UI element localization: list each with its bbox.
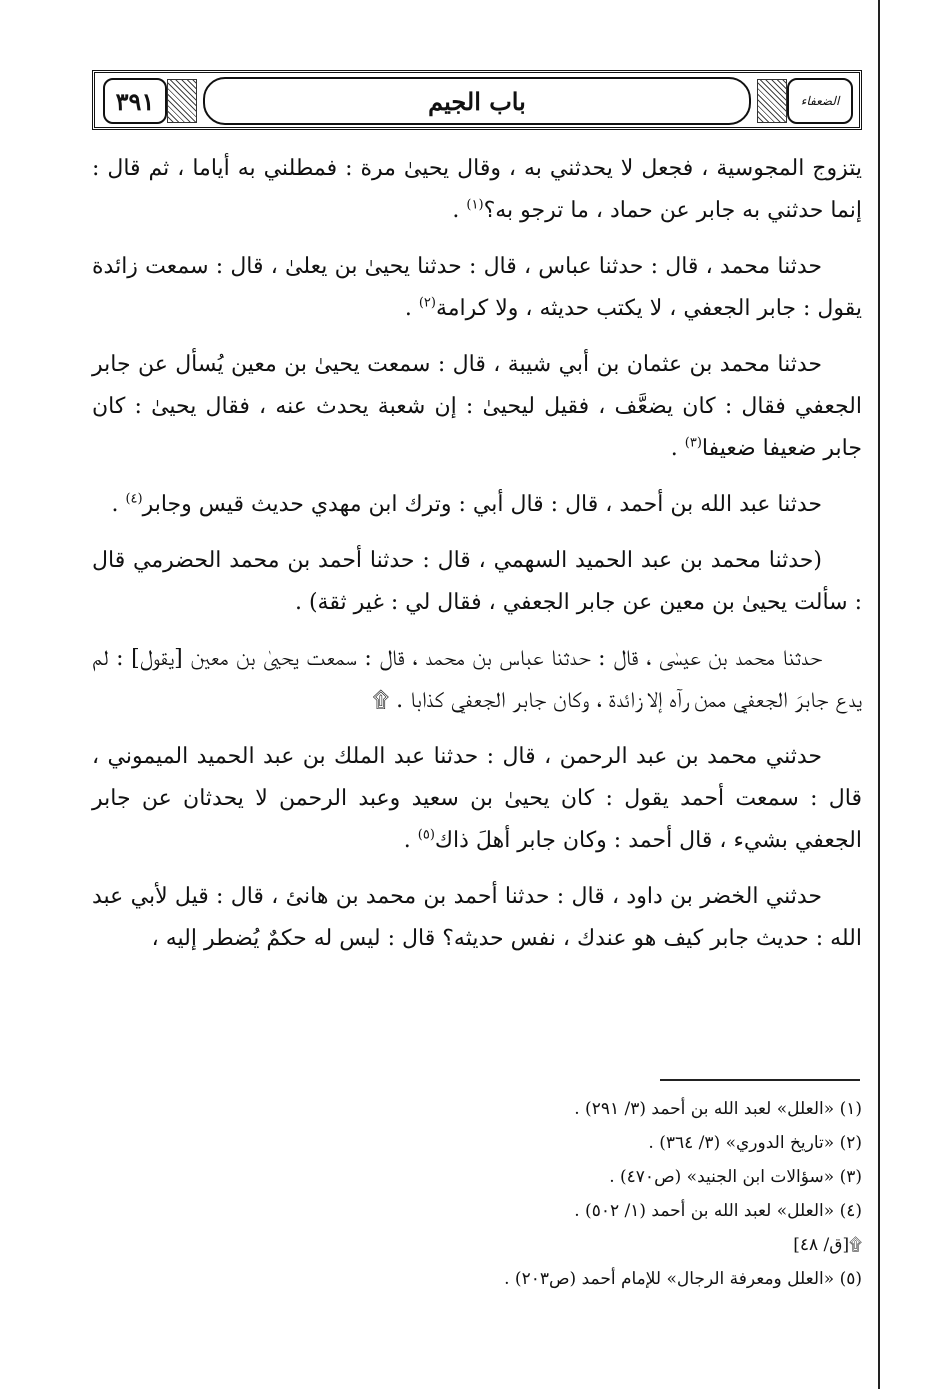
paragraph: حدثنا محمد ، قال : حدثنا عباس ، قال : حدثنا يحيىٰ بن يعلىٰ ، قال : سمعت زائدة يقول : جابر الجعفي ، لا يكتب حديثه ، ولا كرامة$^{(٢)}$ . — [92, 254, 862, 321]
ornament-right-icon — [757, 79, 787, 123]
page-binding-line — [878, 0, 880, 1389]
footnote: (٤) «العلل» لعبد الله بن أحمد (١/ ٥٠٢) . — [574, 1201, 862, 1221]
manuscript-folio-note: ۩[ق/ ٤٨] — [793, 1235, 862, 1255]
page-number: ٣٩١ — [103, 78, 167, 124]
main-text — [92, 148, 862, 974]
footnote-ref[interactable]: (٤) — [125, 491, 143, 507]
paragraph: حدثني محمد بن عبد الرحمن ، قال : حدثنا عبد الملك بن عبد الحميد الميموني ، قال : سمعت أحمد يقول : كان يحيىٰ بن سعيد وعبد الرحمن لا يحدثان عن جابر الجعفي بشيء ، قال أحمد : وكان جابر أهلَ ذاك$^{(٥)}$ . — [92, 744, 862, 853]
footnote: (١) «العلل» لعبد الله بن أحمد (٣/ ٢٩١) . — [574, 1099, 862, 1119]
footnote-ref[interactable]: (٥) — [417, 827, 435, 843]
ornament-left-icon — [167, 79, 197, 123]
footnote: (٣) «سؤالات ابن الجنيد» (ص٤٧٠) . — [609, 1167, 862, 1187]
footnote-ref[interactable]: (٢) — [418, 295, 436, 311]
paragraph: حدثنا عبد الله بن أحمد ، قال : قال أبي : وترك ابن مهدي حديث قيس وجابر$^{(٤)}$ . — [111, 491, 822, 517]
paragraph: (حدثنا محمد بن عبد الحميد السهمي ، قال : حدثنا أحمد بن محمد الحضرمي قال : سألت يحيىٰ بن معين عن جابر الجعفي ، فقال لي : غير ثقة) . — [92, 548, 862, 615]
footnote: (٢) «تاريخ الدوري» (٣/ ٣٦٤) . — [648, 1133, 862, 1153]
footnotes — [92, 1092, 862, 1296]
book-logo: الضعفاء — [787, 78, 853, 124]
footnote-divider — [660, 1079, 860, 1081]
footnote-ref[interactable]: (١) — [466, 197, 484, 213]
page-header — [92, 70, 862, 130]
paragraph: حدثنا محمد بن عيسىٰ ، قال : حدثنا عباس بن محمد ، قال : سمعت يحيىٰ بن معين [يقول] : لم يدع جابرَ الجعفي ممن رآه إلا زائدة ، وكان جابر الجعفي كذابا . ۩ — [92, 646, 862, 713]
footnote-ref[interactable]: (٣) — [684, 435, 702, 451]
footnote: (٥) «العلل ومعرفة الرجال» للإمام أحمد (ص٢٠٣) . — [504, 1269, 862, 1289]
paragraph: حدثنا محمد بن عثمان بن أبي شيبة ، قال : سمعت يحيىٰ بن معين يُسأل عن جابر الجعفي فقال : كان يضعَّف ، فقيل ليحيىٰ : إن شعبة يحدث عنه ، فقال يحيىٰ : كان جابر ضعيفا ضعيفا$^{(٣)}$ . — [92, 352, 862, 461]
paragraph: حدثني الخضر بن داود ، قال : حدثنا أحمد بن محمد بن هانئ ، قال : قيل لأبي عبد الله : حديث جابر كيف هو عندك ، نفس حديثه؟ قال : ليس له حكمٌ يُضطر إليه ، — [92, 884, 862, 951]
paragraph: يتزوج المجوسية ، فجعل لا يحدثني به ، وقال يحيىٰ مرة : فمطلني به أياما ، ثم قال : إنما حدثني به جابر عن حماد ، ما ترجو به؟$^{(١)}$ . — [92, 156, 862, 223]
chapter-title: باب الجيم — [203, 77, 751, 125]
